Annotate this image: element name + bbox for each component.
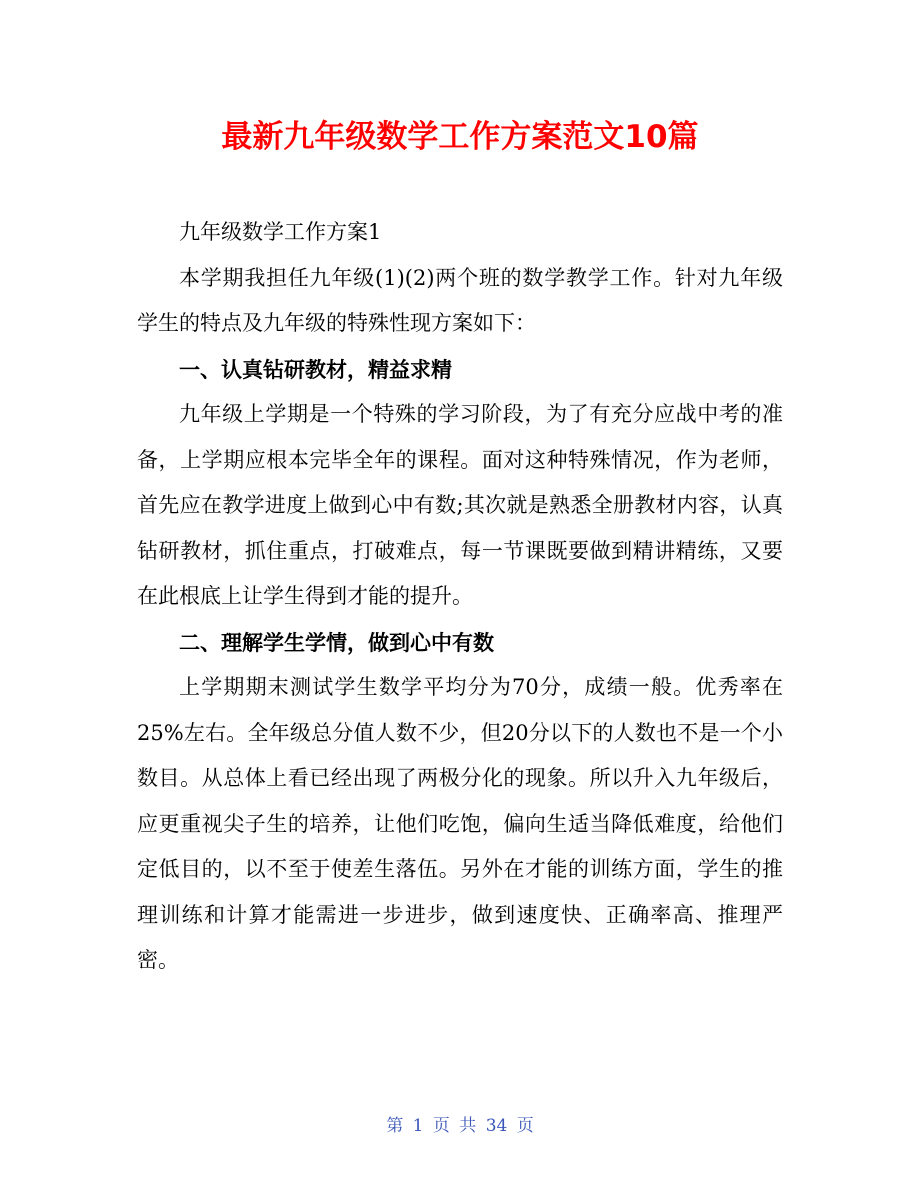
intro-paragraph: 本学期我担任九年级(1)(2)两个班的数学教学工作。针对九年级学生的特点及九年级的特殊性现方案如下： xyxy=(137,265,783,335)
document-body xyxy=(137,210,783,984)
document-title: 最新九年级数学工作方案范文10篇 xyxy=(221,119,699,155)
page-footer: 第 1 页 共 34 页 xyxy=(386,1116,534,1136)
body-paragraph-1: 九年级上学期是一个特殊的学习阶段，为了有充分应战中考的准备，上学期应根本完毕全年的课程。面对这种特殊情况，作为老师，首先应在教学进度上做到心中有数;其次就是熟悉全册教材内容，认真钻研教材，抓住重点，打破难点，每一节课既要做到精讲精练，又要在此根底上让学生得到才能的提升。 xyxy=(137,402,783,608)
section-heading-1: 一、认真钻研教材，精益求精 xyxy=(179,356,452,382)
section-title: 九年级数学工作方案1 xyxy=(179,220,382,244)
body-paragraph-2: 上学期期末测试学生数学平均分为70分，成绩一般。优秀率在25%左右。全年级总分值人数不少，但20分以下的人数也不是一个小数目。从总体上看已经出现了两极分化的现象。所以升入九年级后，应更重视尖子生的培养，让他们吃饱，偏向生适当降低难度，给他们定低目的，以不至于使差生落伍。另外在才能的训练方面，学生的推理训练和计算才能需进一步进步，做到速度快、正确率高、推理严密。 xyxy=(137,675,783,972)
section-heading-2: 二、理解学生学情，做到心中有数 xyxy=(179,629,494,655)
